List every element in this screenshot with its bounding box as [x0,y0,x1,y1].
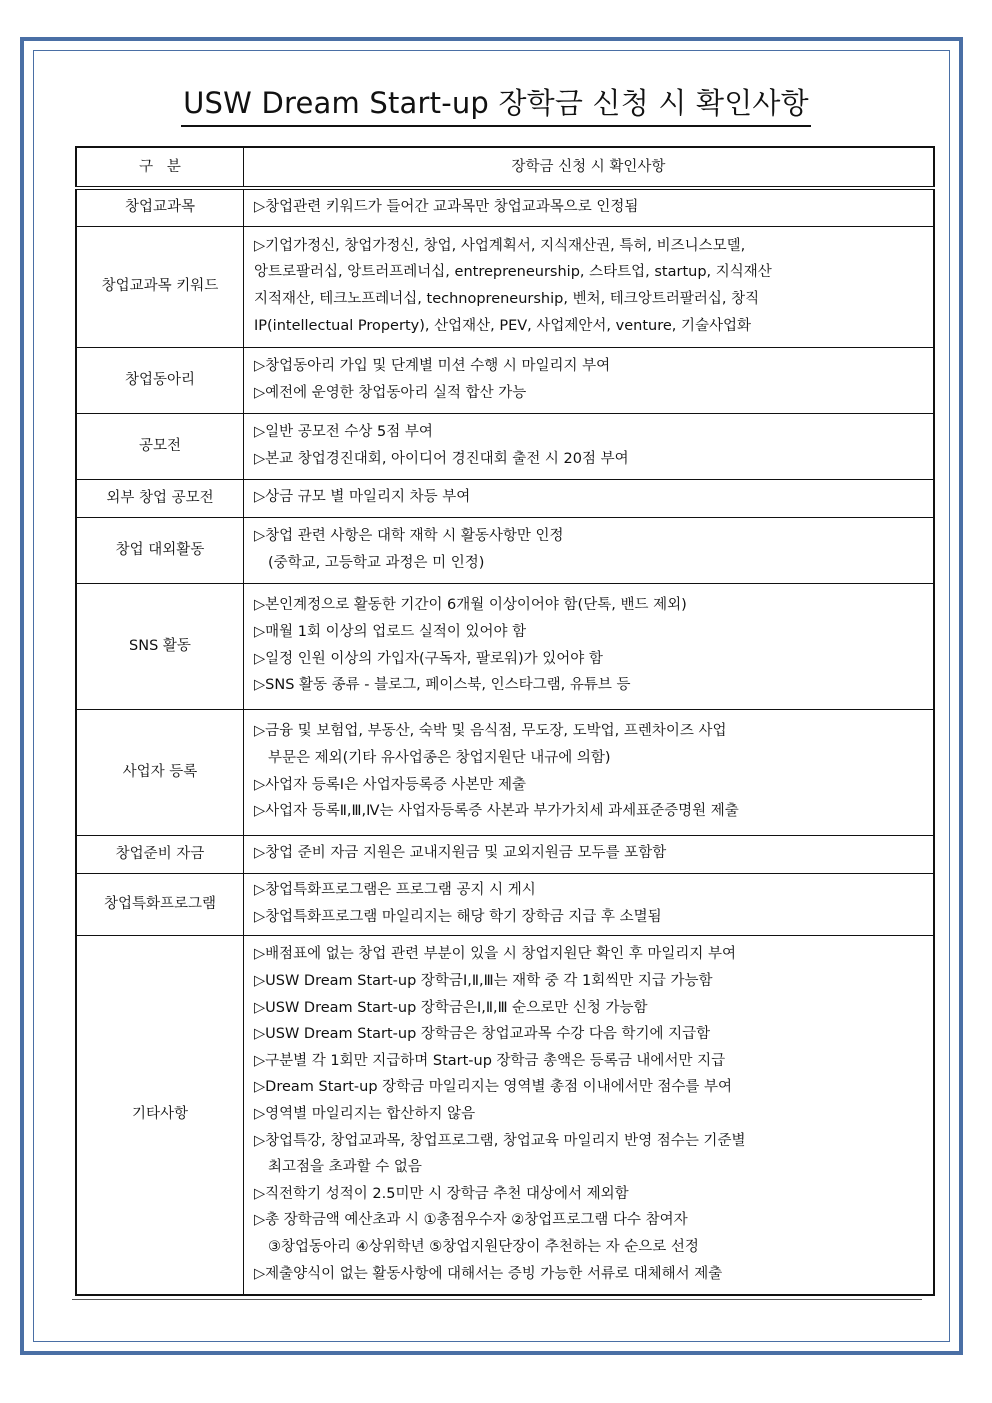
row-description [244,479,935,517]
description-line: 부문은 제외(기타 유사업종은 창업지원단 내규에 의함) [268,749,611,766]
description-line: 최고점을 초과할 수 없음 [268,1159,422,1176]
description-line: ▷사업자 등록Ⅱ,Ⅲ,Ⅳ는 사업자등록증 사본과 부가가치세 과세표준증명원 제출 [254,803,739,820]
description-line: ▷창업특화프로그램은 프로그램 공지 시 게시 [254,881,536,898]
description-line: 지적재산, 테크노프레너십, technopreneurship, 벤처, 테크앙트러팔러십, 창직 [254,291,760,307]
table-header-row [76,147,934,188]
description-line: ▷창업 준비 자금 지원은 교내지원금 및 교외지원금 모두를 포함함 [254,845,667,862]
description-line: ▷구분별 각 1회만 지급하며 Start-up 장학금 총액은 등록금 내에서만 지급 [254,1052,726,1069]
row-category: 기타사항 [76,935,244,1295]
row-category: 창업준비 자금 [76,835,244,873]
row-category: 창업동아리 [76,347,244,413]
row-category: 창업교과목 키워드 [76,226,244,347]
description-line: ▷창업관련 키워드가 들어간 교과목만 창업교과목으로 인정됨 [254,198,639,215]
description-line: ▷상금 규모 별 마일리지 차등 부여 [254,489,471,506]
description-line: ▷USW Dream Start-up 장학금Ⅰ,Ⅱ,Ⅲ는 재학 중 각 1회씩만 지급 가능함 [254,972,713,989]
header-description: 장학금 신청 시 확인사항 [244,147,935,188]
row-description [244,835,935,873]
description-line: ▷금융 및 보험업, 부동산, 숙박 및 음식점, 무도장, 도박업, 프렌차이즈 사업 [254,723,727,740]
checklist-table [75,146,935,1296]
row-description [244,226,935,347]
description-line: ▷총 장학금액 예산초과 시 ①총점우수자 ②창업프로그램 다수 참여자 [254,1212,688,1229]
description-line: ▷본인계정으로 활동한 기간이 6개월 이상이어야 함(단톡, 밴드 제외) [254,597,687,614]
row-category: 창업특화프로그램 [76,873,244,935]
bottom-rule [72,1299,922,1300]
description-line: (중학교, 고등학교 과정은 미 인정) [268,554,485,571]
description-line: ▷일정 인원 이상의 가입자(구독자, 팔로워)가 있어야 함 [254,650,603,667]
description-line: ▷제출양식이 없는 활동사항에 대해서는 증빙 가능한 서류로 대체해서 제출 [254,1265,723,1282]
description-line: ▷직전학기 성적이 2.5미만 시 장학금 추천 대상에서 제외함 [254,1185,629,1202]
row-category: 공모전 [76,413,244,479]
row-category: 외부 창업 공모전 [76,479,244,517]
description-line: ▷USW Dream Start-up 장학금은 창업교과목 수강 다음 학기에 지급함 [254,1026,711,1043]
row-description [244,188,935,226]
row-description [244,517,935,583]
description-line: ▷본교 창업경진대회, 아이디어 경진대회 출전 시 20점 부여 [254,450,629,467]
description-line: IP(intellectual Property), 산업재산, PEV, 사업제안서, venture, 기술사업화 [254,317,752,334]
description-line: ▷USW Dream Start-up 장학금은Ⅰ,Ⅱ,Ⅲ 순으로만 신청 가능함 [254,999,648,1016]
row-description [244,873,935,935]
table-row [76,479,934,517]
title-container [0,84,992,127]
row-description [244,935,935,1295]
row-description [244,347,935,413]
table-row [76,583,934,709]
table-row [76,517,934,583]
description-line: ▷창업특화프로그램 마일리지는 해당 학기 장학금 지급 후 소멸됨 [254,908,662,925]
table-row [76,413,934,479]
row-description [244,413,935,479]
row-description [244,709,935,835]
header-category: 구 분 [76,147,244,188]
description-line: ③창업동아리 ④상위학년 ⑤창업지원단장이 추천하는 자 순으로 선정 [268,1238,699,1255]
description-line: ▷창업동아리 가입 및 단계별 미션 수행 시 마일리지 부여 [254,357,611,374]
row-category: 창업교과목 [76,188,244,226]
row-category: 창업 대외활동 [76,517,244,583]
table-row [76,347,934,413]
description-line: ▷창업특강, 창업교과목, 창업프로그램, 창업교육 마일리지 반영 점수는 기준별 [254,1132,746,1149]
description-line: ▷일반 공모전 수상 5점 부여 [254,423,433,440]
table-row [76,709,934,835]
row-description [244,583,935,709]
table-row [76,873,934,935]
description-line: ▷배점표에 없는 창업 관련 부분이 있을 시 창업지원단 확인 후 마일리지 부여 [254,946,737,963]
table-row [76,188,934,226]
description-line: ▷SNS 활동 종류 - 블로그, 페이스북, 인스타그램, 유튜브 등 [254,677,631,694]
description-line: ▷창업 관련 사항은 대학 재학 시 활동사항만 인정 [254,527,564,544]
document-title: USW Dream Start-up 장학금 신청 시 확인사항 [181,84,811,127]
description-line: 앙트로팔러십, 앙트러프레너십, entrepreneurship, 스타트업, startup, 지식재산 [254,264,772,281]
description-line: ▷Dream Start-up 장학금 마일리지는 영역별 총점 이내에서만 점수를 부여 [254,1079,732,1096]
description-line: ▷영역별 마일리지는 합산하지 않음 [254,1105,476,1122]
row-category: SNS 활동 [76,583,244,709]
table-row [76,226,934,347]
description-line: ▷예전에 운영한 창업동아리 실적 합산 가능 [254,384,527,401]
table-body [76,188,934,1295]
table-row [76,835,934,873]
description-line: ▷매월 1회 이상의 업로드 실적이 있어야 함 [254,623,527,640]
description-line: ▷기업가정신, 창업가정신, 창업, 사업계획서, 지식재산권, 특허, 비즈니스모델, [254,237,746,254]
table-row [76,935,934,1295]
row-category: 사업자 등록 [76,709,244,835]
description-line: ▷사업자 등록Ⅰ은 사업자등록증 사본만 제출 [254,776,526,793]
